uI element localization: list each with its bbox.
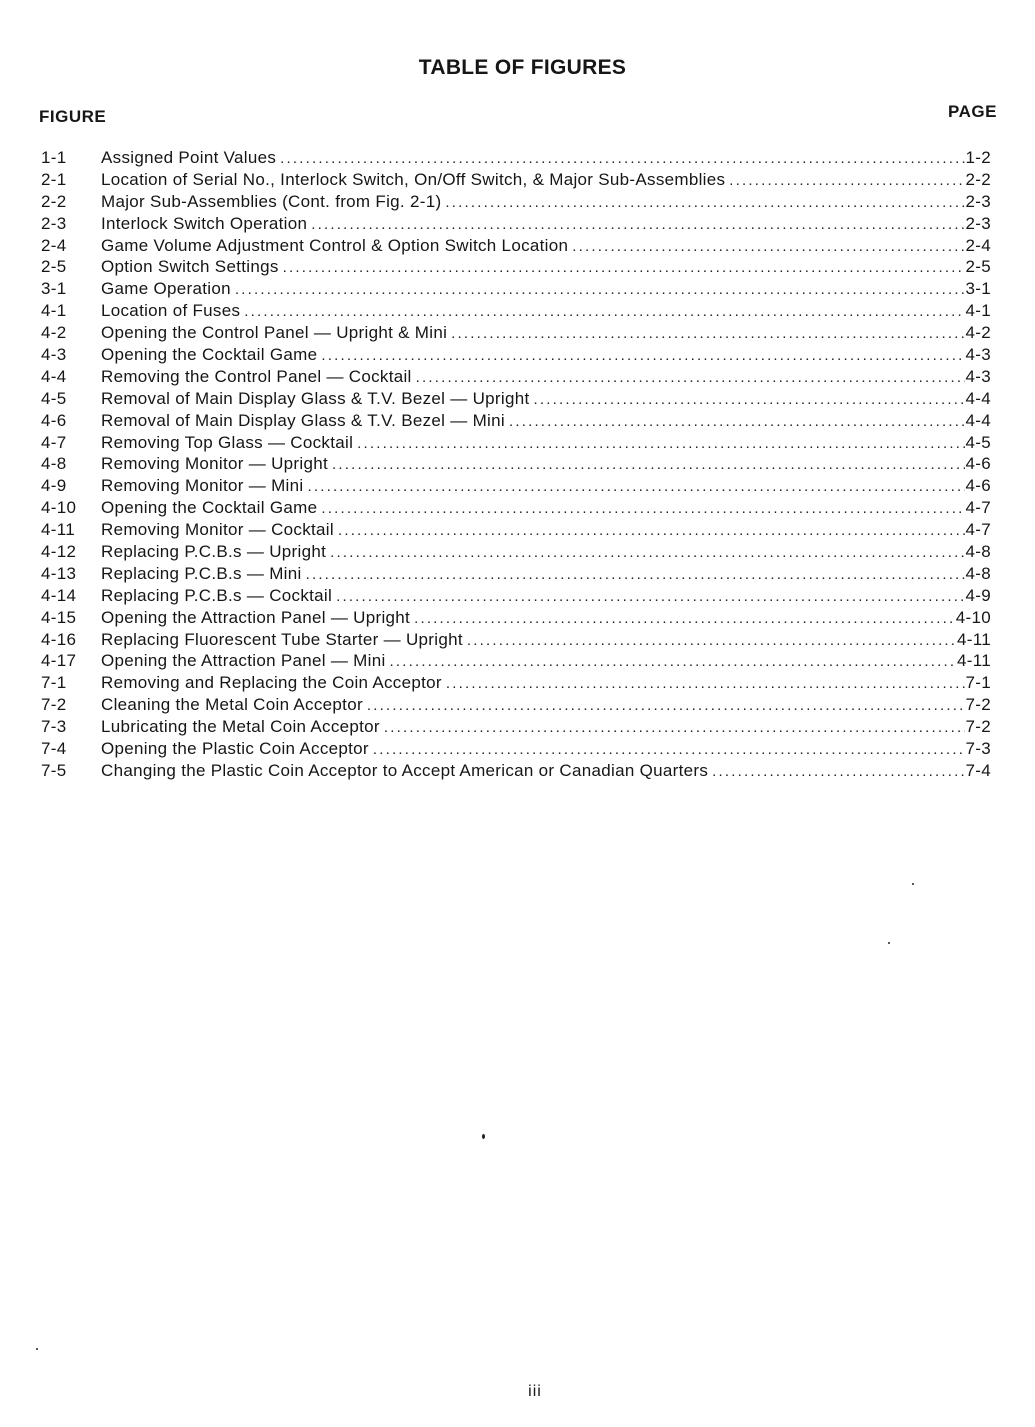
figure-page: 2-4	[965, 235, 991, 255]
figure-title: Game Operation	[101, 279, 231, 299]
figure-page: 4-7	[965, 498, 991, 518]
figure-title: Assigned Point Values	[101, 148, 277, 167]
figure-title: Changing the Plastic Coin Acceptor to Accept American or Canadian Quarters	[101, 760, 709, 780]
scan-speck	[482, 1134, 485, 1139]
list-item	[41, 256, 991, 278]
figure-title: Replacing Fluorescent Tube Starter — Upright	[101, 629, 463, 649]
dot-leader	[235, 279, 965, 301]
list-item	[41, 235, 991, 257]
figure-title: Opening the Cocktail Game	[101, 345, 318, 365]
figure-page: 4-4	[965, 410, 991, 430]
figure-number: 4-11	[41, 520, 75, 540]
list-item	[41, 410, 991, 432]
list-item	[41, 541, 991, 563]
figure-page: 4-6	[965, 454, 991, 474]
figure-page: 4-8	[965, 542, 991, 562]
figure-title: Cleaning the Metal Coin Acceptor	[101, 695, 363, 715]
dot-leader	[534, 389, 965, 411]
figure-title: Lubricating the Metal Coin Acceptor	[101, 717, 380, 737]
dot-leader	[321, 345, 964, 367]
figure-title: Replacing P.C.B.s — Upright	[101, 542, 327, 562]
figure-number: 4-6	[41, 410, 67, 430]
dot-leader	[280, 148, 964, 170]
figure-page: 7-2	[965, 717, 991, 737]
figure-page: 3-1	[965, 279, 991, 299]
page-number: iii	[528, 1383, 542, 1400]
figure-page: 4-7	[965, 520, 991, 540]
dot-leader	[306, 564, 965, 586]
list-item	[41, 563, 991, 585]
list-item	[41, 322, 991, 344]
list-item	[41, 344, 991, 366]
figure-page: 4-9	[965, 585, 991, 605]
figure-title: Opening the Cocktail Game	[101, 498, 318, 518]
figure-title: Opening the Control Panel — Upright & Mini	[101, 323, 448, 343]
figure-page: 2-3	[965, 213, 991, 233]
dot-leader	[416, 367, 965, 389]
figure-number: 4-15	[41, 607, 77, 627]
list-item	[41, 650, 991, 672]
figure-title: Option Switch Settings	[101, 257, 279, 277]
dot-leader	[336, 586, 964, 608]
dot-leader	[729, 170, 964, 192]
figure-page: 4-5	[965, 432, 991, 452]
figure-number: 4-1	[41, 301, 67, 321]
dot-leader	[244, 301, 964, 323]
list-item	[41, 585, 991, 607]
dot-leader	[414, 608, 955, 630]
list-item	[41, 497, 991, 519]
dot-leader	[451, 323, 964, 345]
figure-number: 2-5	[41, 257, 67, 277]
figure-page: 4-11	[957, 629, 991, 649]
dot-leader	[712, 761, 964, 783]
dot-leader	[384, 717, 965, 739]
figure-title: Removing Top Glass — Cocktail	[101, 432, 354, 452]
figure-page: 7-2	[965, 695, 991, 715]
dot-leader	[467, 630, 956, 652]
figure-title: Location of Serial No., Interlock Switch, On/Off Switch, & Major Sub-Assemblies	[101, 169, 726, 189]
figures-list	[41, 147, 991, 782]
figure-number: 4-16	[41, 629, 77, 649]
figure-title: Location of Fuses	[101, 301, 241, 321]
figure-page: 7-3	[965, 739, 991, 759]
figure-title: Game Volume Adjustment Control & Option Switch Location	[101, 235, 569, 255]
dot-leader	[332, 454, 965, 476]
list-item	[41, 213, 991, 235]
scan-speck	[912, 883, 914, 885]
figure-column-header: FIGURE	[39, 107, 107, 126]
dot-leader	[373, 739, 965, 761]
figure-number: 4-9	[41, 476, 67, 496]
list-item	[41, 432, 991, 454]
figure-number: 7-1	[41, 673, 67, 693]
figure-page: 4-3	[965, 345, 991, 365]
figure-page: 2-3	[965, 191, 991, 211]
figure-title: Removing the Control Panel — Cocktail	[101, 366, 412, 386]
figure-number: 2-2	[41, 191, 67, 211]
list-item	[41, 300, 991, 322]
page-column-header: PAGE	[948, 102, 997, 121]
figure-page: 4-4	[965, 388, 991, 408]
figure-title: Opening the Attraction Panel — Upright	[101, 607, 411, 627]
dot-leader	[572, 236, 964, 258]
figure-number: 7-5	[41, 760, 67, 780]
list-item	[41, 760, 991, 782]
page-title: TABLE OF FIGURES	[418, 56, 627, 79]
figure-page: 4-3	[965, 366, 991, 386]
figure-number: 2-3	[41, 213, 67, 233]
dot-leader	[446, 673, 965, 695]
list-item	[41, 278, 991, 300]
figure-number: 2-1	[41, 169, 67, 189]
figure-number: 7-2	[41, 695, 67, 715]
list-item	[41, 475, 991, 497]
figure-title: Interlock Switch Operation	[101, 213, 308, 233]
scan-speck	[888, 942, 890, 944]
figure-title: Major Sub-Assemblies (Cont. from Fig. 2-1)	[101, 191, 442, 211]
figure-title: Replacing P.C.B.s — Cocktail	[101, 585, 333, 605]
figure-title: Opening the Plastic Coin Acceptor	[101, 739, 369, 759]
figure-number: 4-12	[41, 542, 77, 562]
figure-page: 4-10	[955, 607, 991, 627]
figure-number: 1-1	[41, 148, 67, 167]
figure-number: 4-5	[41, 388, 67, 408]
dot-leader	[311, 214, 964, 236]
figure-number: 4-3	[41, 345, 67, 365]
figure-title: Removing and Replacing the Coin Acceptor	[101, 673, 442, 693]
list-item	[41, 629, 991, 651]
figure-page: 1-2	[965, 148, 991, 167]
figure-page: 4-1	[965, 301, 991, 321]
list-item	[41, 453, 991, 475]
figure-title: Removing Monitor — Mini	[101, 476, 304, 496]
list-item	[41, 607, 991, 629]
figure-page: 4-8	[965, 563, 991, 583]
dot-leader	[357, 433, 964, 455]
dot-leader	[307, 476, 964, 498]
figure-number: 4-10	[41, 498, 77, 518]
dot-leader	[509, 411, 965, 433]
list-item	[41, 716, 991, 738]
dot-leader	[367, 695, 965, 717]
figure-page: 4-11	[957, 651, 991, 671]
figure-title: Removing Monitor — Upright	[101, 454, 328, 474]
list-item	[41, 191, 991, 213]
list-item	[41, 519, 991, 541]
dot-leader	[321, 498, 964, 520]
figure-title: Removal of Main Display Glass & T.V. Bezel — Mini	[101, 410, 505, 430]
dot-leader	[390, 651, 956, 673]
figure-number: 4-17	[41, 651, 77, 671]
list-item	[41, 388, 991, 410]
figure-page: 7-1	[965, 673, 991, 693]
list-item	[41, 672, 991, 694]
figure-number: 4-13	[41, 563, 77, 583]
figure-page: 4-6	[965, 476, 991, 496]
list-item	[41, 366, 991, 388]
dot-leader	[330, 542, 964, 564]
dot-leader	[338, 520, 965, 542]
figure-number: 4-7	[41, 432, 67, 452]
figure-number: 4-8	[41, 454, 67, 474]
list-item	[41, 694, 991, 716]
figure-number: 4-2	[41, 323, 67, 343]
list-item	[41, 169, 991, 191]
figure-number: 7-3	[41, 717, 67, 737]
figure-number: 4-4	[41, 366, 67, 386]
figure-page: 2-2	[965, 169, 991, 189]
figure-title: Removal of Main Display Glass & T.V. Bezel — Upright	[101, 388, 530, 408]
figure-title: Opening the Attraction Panel — Mini	[101, 651, 386, 671]
figure-number: 7-4	[41, 739, 67, 759]
dot-leader	[283, 257, 965, 279]
figure-number: 3-1	[41, 279, 67, 299]
list-item	[41, 738, 991, 760]
scan-speck	[36, 1348, 38, 1350]
figure-title: Removing Monitor — Cocktail	[101, 520, 334, 540]
figure-number: 2-4	[41, 235, 67, 255]
figure-page: 2-5	[965, 257, 991, 277]
figure-page: 7-4	[965, 760, 991, 780]
figure-title: Replacing P.C.B.s — Mini	[101, 563, 302, 583]
dot-leader	[445, 192, 964, 214]
figure-number: 4-14	[41, 585, 77, 605]
figure-page: 4-2	[965, 323, 991, 343]
list-item	[41, 147, 991, 169]
